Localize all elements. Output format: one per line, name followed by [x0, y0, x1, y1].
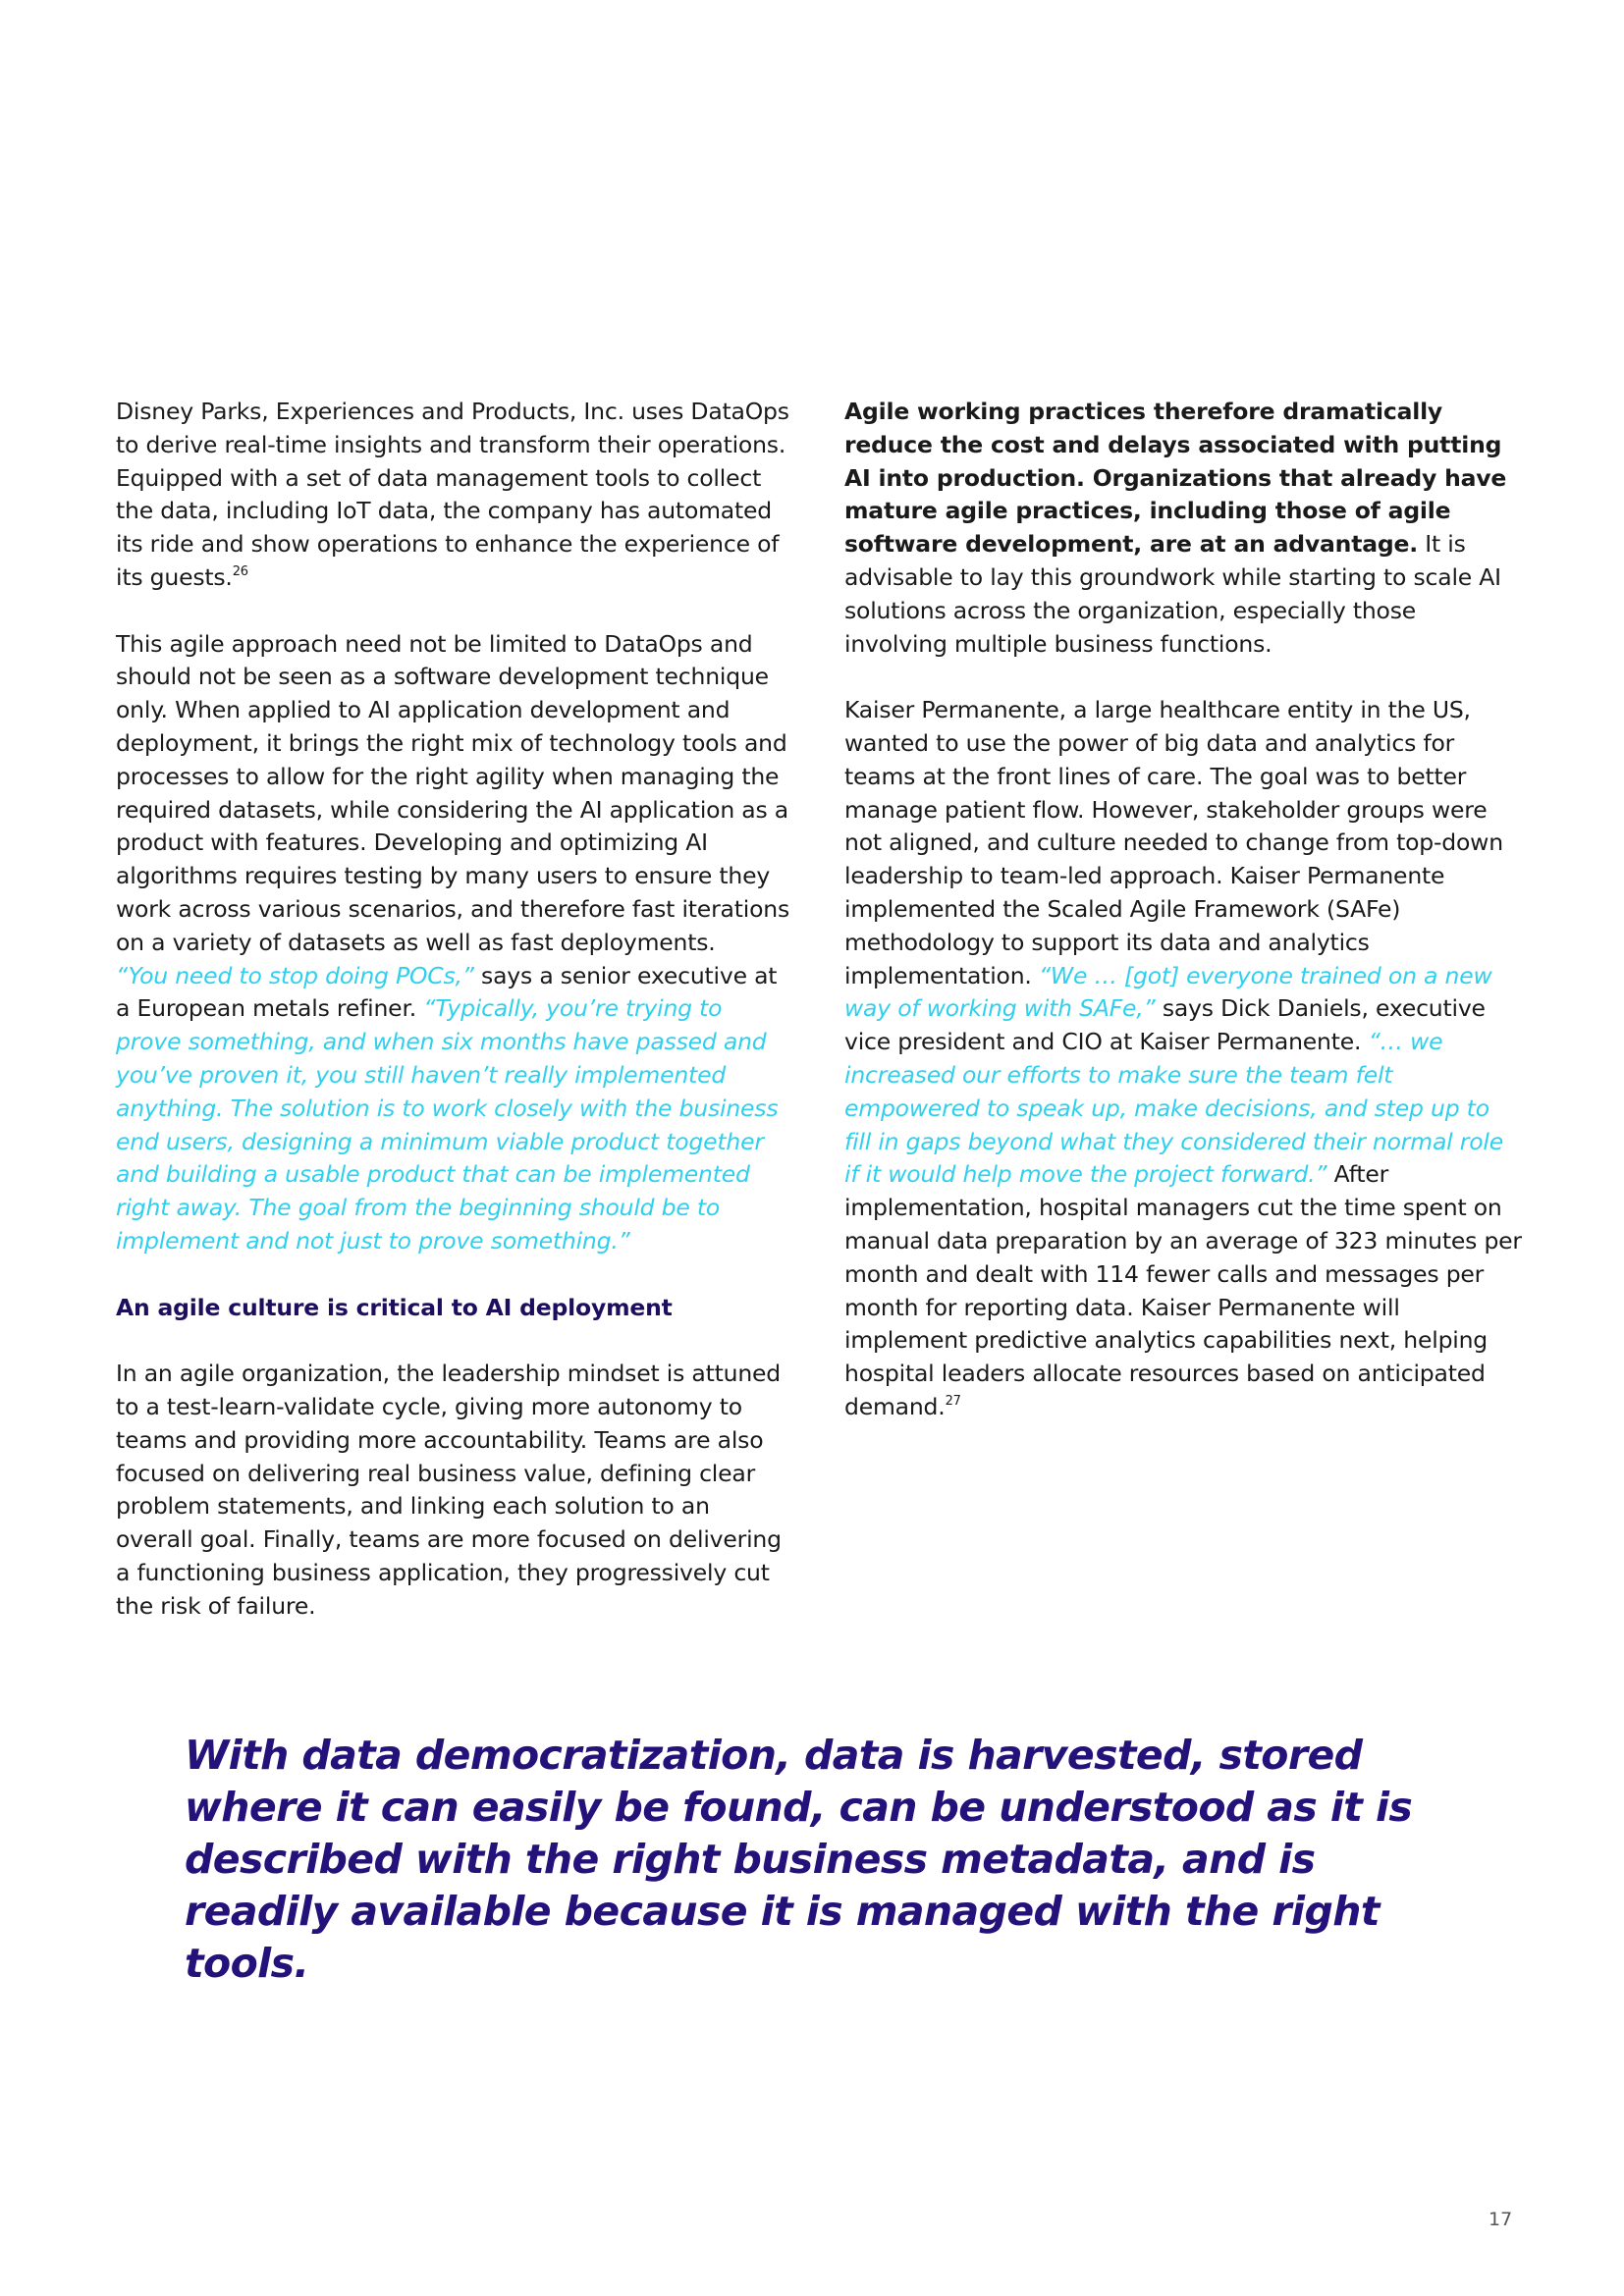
- paragraph-agile-practices: [844, 396, 1522, 661]
- paragraph-disney: [116, 396, 793, 595]
- agile-practices-bold-text: Agile working practices therefore dramatically reduce the cost and delays associated with putting AI into production. Organizations that already have mature agile practices, including those of agile software development, are at an advantage.: [844, 398, 1507, 559]
- kaiser-attribution: says Dick Daniels, executive vice president and CIO at Kaiser Permanente.: [844, 994, 1486, 1056]
- agile-practices-text: It is advisable to lay this groundwork while starting to scale AI solutions across the organization, especially those involving multiple business functions.: [844, 530, 1501, 658]
- page-number: 17: [1489, 2209, 1513, 2230]
- quote-stop-pocs: “You need to stop doing POCs,”: [116, 961, 474, 989]
- quote-team-empowered: “… we increased our efforts to make sure the team felt empowered to speak up, make decisions, and step up to fill in gaps beyond what they considered their normal role if it would help move the project forward.”: [844, 1028, 1503, 1189]
- quote-safe-training: “We … [got] everyone trained on a new way of working with SAFe,”: [844, 961, 1492, 1023]
- kaiser-text-results: After implementation, hospital managers cut the time spent on manual data preparation by an average of 323 minutes per month and dealt with 114 fewer calls and messages per month for reporting data. Kaiser Permanente will implement predictive analytics capabilities next, helping hospital leaders allocate resources based on anticipated demand.: [844, 1160, 1522, 1420]
- footnote-ref-27: 27: [945, 1393, 961, 1409]
- paragraph-agile-organization: In an agile organization, the leadership mindset is attuned to a test-learn-validate cycle, giving more autonomy to teams and providing more accountability. Teams are also focused on delivering real business value, defining clear problem statements, and linking each solution to an overall goal. Finally, teams are more focused on delivering a functioning business application, they progressively cut the risk of failure.: [116, 1360, 782, 1620]
- pull-quote-data-democratization: With data democratization, data is harvested, stored where it can easily be found, can be understood as it is described with the right business metadata, and is readily available because it is managed with the right tools.: [185, 1732, 1413, 1987]
- left-column: [116, 396, 793, 1656]
- section-heading-agile-culture: An agile culture is critical to AI deployment: [116, 1293, 673, 1321]
- quote-typically-prove: “Typically, you’re trying to prove something, and when six months have passed and you’ve proven it, you still haven’t really implemented anything. The solution is to work closely with the business end users, designing a minimum viable product together and building a usable product that can be implemented right away. The goal from the beginning should be to implement and not just to prove something.”: [116, 994, 779, 1255]
- paragraph-disney-text: Disney Parks, Experiences and Products, Inc. uses DataOps to derive real-time insights and transform their operations. Equipped with a set of data management tools to collect the data, including IoT data, the company has automated its ride and show operations to enhance the experience of its guests.: [116, 398, 789, 591]
- paragraph-agile-approach: [116, 628, 793, 1258]
- quote-attribution-refiner: says a senior executive at a European metals refiner.: [116, 961, 778, 1023]
- footnote-ref-26: 26: [232, 563, 248, 579]
- paragraph-kaiser: [844, 694, 1522, 1424]
- paragraph-agile-approach-text: This agile approach need not be limited to DataOps and should not be seen as a software development technique only. When applied to AI application development and deployment, it brings the right mix of technology tools and processes to allow for the right agility when managing the required datasets, while considering the AI application as a product with features. Developing and optimizing AI algorithms requires testing by many users to ensure they work across various scenarios, and therefore fast iterations on a variety of datasets as well as fast deployments.: [116, 629, 789, 956]
- right-column: [844, 396, 1522, 1458]
- kaiser-text-intro: Kaiser Permanente, a large healthcare entity in the US, wanted to use the power of big data and analytics for teams at the front lines of care. The goal was to better manage patient flow. However, stakeholder groups were not aligned, and culture needed to change from top-down leadership to team-led approach. Kaiser Permanente implemented the Scaled Agile Framework (SAFe) methodology to support its data and analytics implementation.: [844, 696, 1503, 989]
